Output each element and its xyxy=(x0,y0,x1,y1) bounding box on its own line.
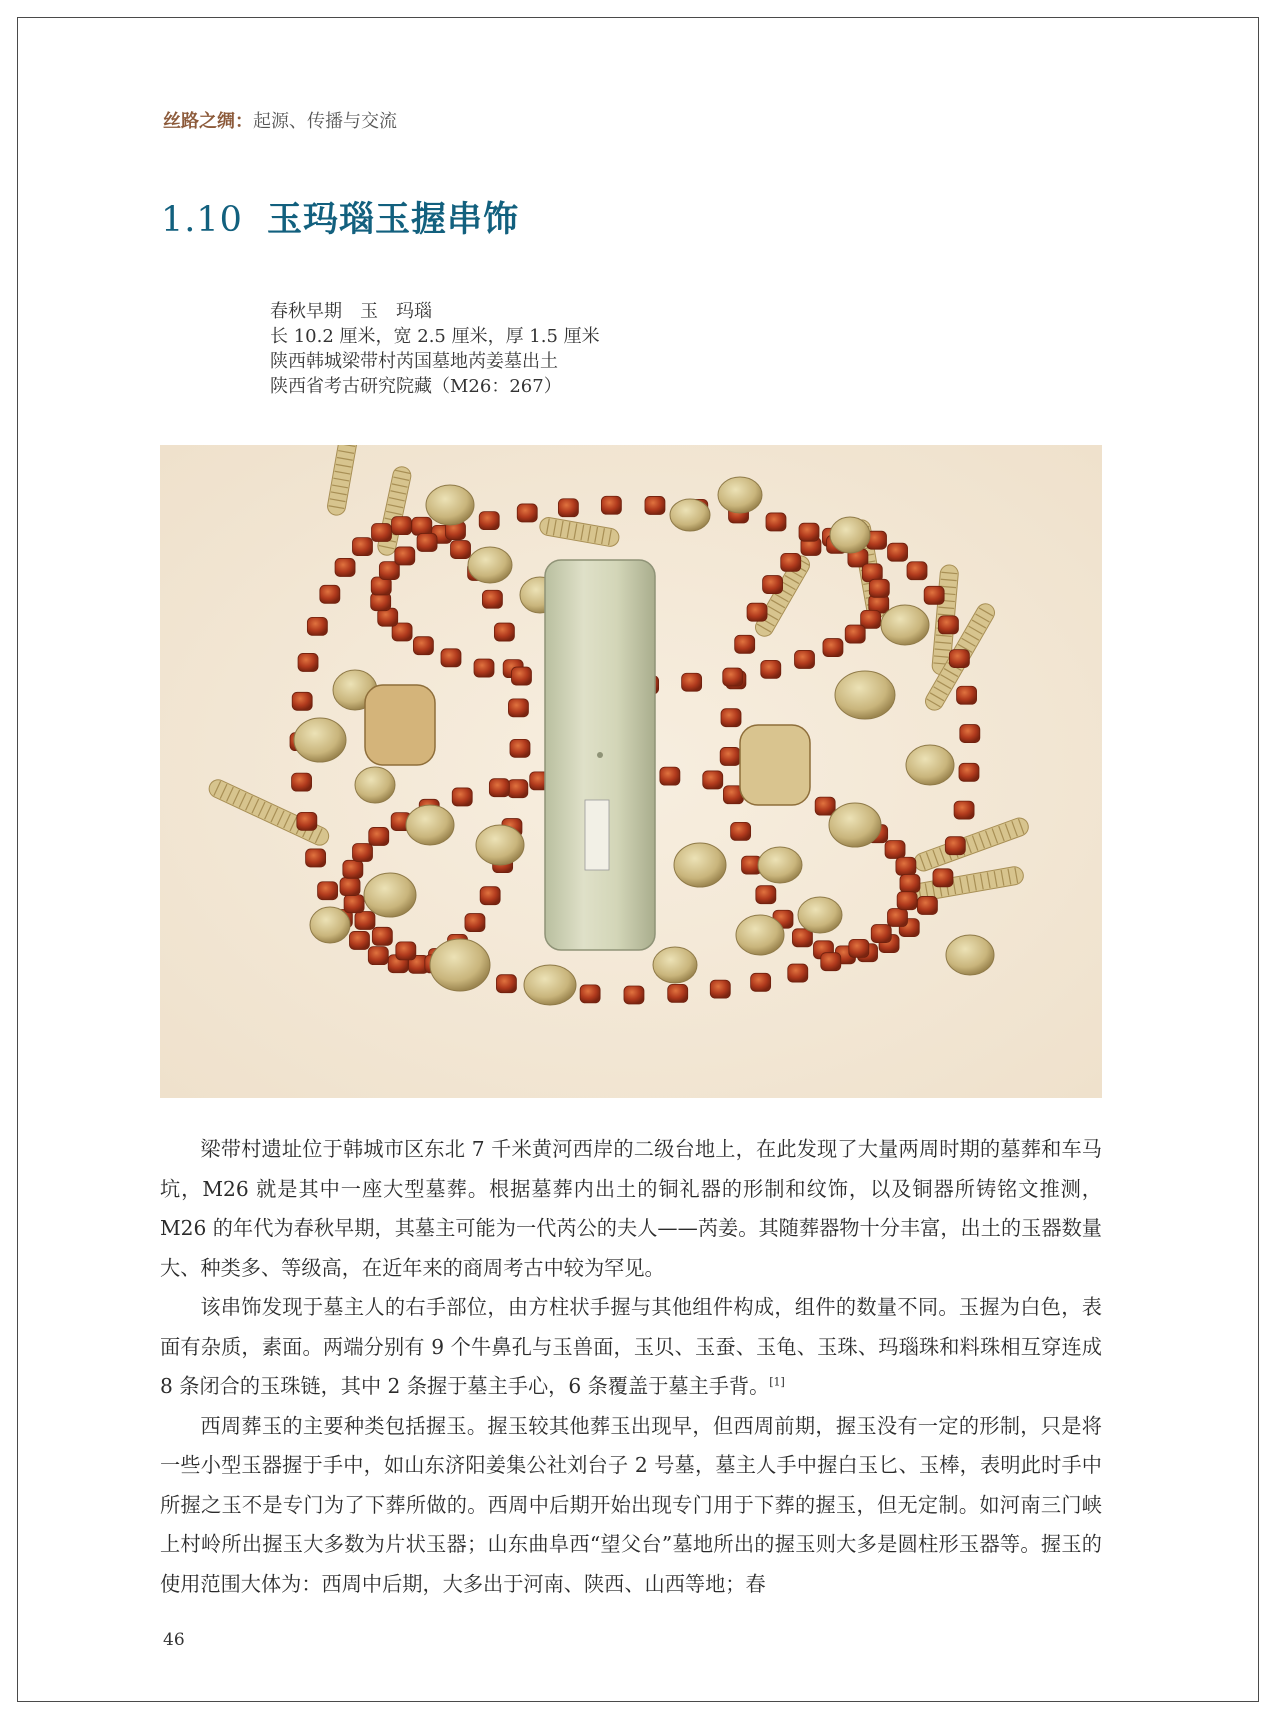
carnelian-bead xyxy=(417,533,437,551)
jade-stone-bead xyxy=(294,718,346,762)
carnelian-bead xyxy=(355,911,375,929)
carnelian-bead xyxy=(335,558,355,576)
jade-stone-bead xyxy=(524,965,576,1005)
carnelian-bead xyxy=(887,909,907,927)
carnelian-bead xyxy=(960,725,980,743)
jade-stone-bead xyxy=(310,907,350,943)
jade-agate-necklace-image xyxy=(160,445,1102,1098)
carnelian-bead xyxy=(353,843,373,861)
carnelian-bead xyxy=(907,562,927,580)
jade-stone-bead xyxy=(430,939,490,991)
carnelian-bead xyxy=(954,801,974,819)
carnelian-bead xyxy=(344,895,364,913)
carnelian-bead xyxy=(766,513,786,531)
carnelian-bead xyxy=(451,541,471,559)
carnelian-bead xyxy=(480,887,500,905)
carnelian-bead xyxy=(668,984,688,1002)
carnelian-bead xyxy=(395,547,415,565)
carnelian-bead xyxy=(511,667,531,685)
carnelian-bead xyxy=(343,860,363,878)
jade-hole xyxy=(597,752,603,758)
carnelian-bead xyxy=(799,523,819,541)
running-header xyxy=(163,107,397,133)
jade-stone-bead xyxy=(653,947,697,983)
jade-stone-bead xyxy=(829,803,881,847)
carnelian-bead xyxy=(949,650,969,668)
carnelian-bead xyxy=(710,980,730,998)
carnelian-bead xyxy=(601,496,621,514)
carnelian-bead xyxy=(703,771,723,789)
jade-stone-bead xyxy=(355,767,395,803)
carnelian-bead xyxy=(823,639,843,657)
carnelian-bead xyxy=(349,931,369,949)
paragraph-3: 西周葬玉的主要种类包括握玉。握玉较其他葬玉出现早，但西周前期，握玉没有一定的形制，只是将一些小型玉器握于手中，如山东济阳姜集公社刘台子 2 号墓，墓主人手中握白玉匕、玉棒，表明此时手中所握之玉不是专门为了下葬所做的。西周中后期开始出现专门用于下葬的握玉，但无定制。如河南三门峡上村岭所出握玉大多数为片状玉器；山东曲阜西“望父台”墓地所出的握玉则大多是圆柱形玉器等。握玉的使用范围大体为：西周中后期，大多出于河南、陕西、山西等地；春 xyxy=(160,1413,1102,1596)
section-title-text: 玉玛瑙玉握串饰 xyxy=(266,199,519,240)
carnelian-bead xyxy=(479,512,499,530)
carnelian-bead xyxy=(781,553,801,571)
page-number: 46 xyxy=(163,1630,185,1650)
carnelian-bead xyxy=(751,973,771,991)
carnelian-bead xyxy=(720,747,740,765)
jade-beast-face xyxy=(740,725,810,805)
carnelian-bead xyxy=(496,975,516,993)
carnelian-bead xyxy=(896,857,916,875)
carnelian-bead xyxy=(292,773,312,791)
carnelian-bead xyxy=(795,650,815,668)
artifact-metadata xyxy=(270,299,600,399)
carnelian-bead xyxy=(721,709,741,727)
jade-stone-bead xyxy=(758,847,802,883)
carnelian-bead xyxy=(917,896,937,914)
book-title: 丝路之绸： xyxy=(163,111,253,132)
carnelian-bead xyxy=(452,788,472,806)
body-text xyxy=(160,1130,1102,1604)
carnelian-bead xyxy=(489,779,509,797)
carnelian-bead xyxy=(494,623,514,641)
carnelian-bead xyxy=(763,576,783,594)
meta-period: 春秋早期 玉 玛瑙 xyxy=(270,301,432,322)
jade-stone-bead xyxy=(406,805,454,845)
jade-stone-bead xyxy=(830,517,870,553)
carnelian-bead xyxy=(413,637,433,655)
carnelian-bead xyxy=(815,797,835,815)
carnelian-bead xyxy=(924,586,944,604)
carnelian-bead xyxy=(508,699,528,717)
section-number: 1.10 xyxy=(161,200,243,240)
section-title xyxy=(161,192,519,242)
carnelian-bead xyxy=(379,562,399,580)
carnelian-bead xyxy=(845,625,865,643)
carnelian-bead xyxy=(482,590,502,608)
carnelian-bead xyxy=(957,686,977,704)
carnelian-bead xyxy=(869,579,889,597)
carnelian-bead xyxy=(297,812,317,830)
carnelian-bead xyxy=(396,942,416,960)
carnelian-bead xyxy=(888,543,908,561)
carnelian-bead xyxy=(441,649,461,667)
jade-stone-bead xyxy=(835,671,895,719)
carnelian-bead xyxy=(897,892,917,910)
carnelian-bead xyxy=(682,673,702,691)
carnelian-bead xyxy=(761,660,781,678)
jade-beast-face xyxy=(365,685,435,765)
paragraph-2: 该串饰发现于墓主人的右手部位，由方柱状手握与其他组件构成，组件的数量不同。玉握为白色，表面有杂质，素面。两端分别有 9 个牛鼻孔与玉兽面，玉贝、玉蚕、玉龟、玉珠、玛瑙珠和料珠相互穿连成 8 条闭合的玉珠链，其中 2 条握于墓主手心，6 条覆盖于墓主手背。[1] xyxy=(160,1295,1102,1398)
carnelian-bead xyxy=(510,739,530,757)
carnelian-bead xyxy=(885,841,905,859)
carnelian-bead xyxy=(735,635,755,653)
carnelian-bead xyxy=(792,929,812,947)
jade-stone-bead xyxy=(670,499,710,531)
artifact-photo xyxy=(160,445,1102,1098)
carnelian-bead xyxy=(392,517,412,535)
carnelian-bead xyxy=(788,964,808,982)
carnelian-bead xyxy=(508,780,528,798)
carnelian-bead xyxy=(465,914,485,932)
jade-stone-bead xyxy=(476,825,524,865)
carnelian-bead xyxy=(660,767,680,785)
carnelian-bead xyxy=(517,504,537,522)
specimen-label xyxy=(585,800,609,870)
carnelian-bead xyxy=(933,869,953,887)
carnelian-bead xyxy=(372,524,392,542)
jade-stone-bead xyxy=(426,485,474,525)
carnelian-bead xyxy=(352,538,372,556)
paragraph-1: 梁带村遗址位于韩城市区东北 7 千米黄河西岸的二级台地上，在此发现了大量两周时期的墓葬和车马坑，M26 就是其中一座大型墓葬。根据墓葬内出土的铜礼器的形制和纹饰，以及铜器所铸铭文推测，M26 的年代为春秋早期，其墓主可能为一代芮公的夫人——芮姜。其随葬器物十分丰富，出土的玉器数量大、种类多、等级高，在近年来的商周考古中较为罕见。 xyxy=(160,1137,1102,1280)
jade-stone-bead xyxy=(881,605,929,645)
carnelian-bead xyxy=(723,668,743,686)
carnelian-bead xyxy=(340,878,360,896)
carnelian-bead xyxy=(412,517,432,535)
carnelian-bead xyxy=(307,617,327,635)
jade-stone-bead xyxy=(674,843,726,887)
carnelian-bead xyxy=(292,692,312,710)
carnelian-bead xyxy=(849,939,869,957)
jade-stone-bead xyxy=(906,745,954,785)
jade-stone-bead xyxy=(946,935,994,975)
carnelian-bead xyxy=(474,659,494,677)
carnelian-bead xyxy=(306,849,326,867)
carnelian-bead xyxy=(368,947,388,965)
jade-stone-bead xyxy=(798,897,842,933)
carnelian-bead xyxy=(372,927,392,945)
carnelian-bead xyxy=(945,837,965,855)
footnote-ref[interactable]: [1] xyxy=(769,1375,785,1389)
meta-collection: 陕西省考古研究院藏（M26：267） xyxy=(270,376,562,397)
carnelian-bead xyxy=(320,585,340,603)
carnelian-bead xyxy=(298,653,318,671)
carnelian-bead xyxy=(318,882,338,900)
carnelian-bead xyxy=(821,953,841,971)
carnelian-bead xyxy=(756,886,776,904)
book-subtitle: 起源、传播与交流 xyxy=(253,111,397,132)
carnelian-bead xyxy=(731,822,751,840)
carnelian-bead xyxy=(645,496,665,514)
carnelian-bead xyxy=(938,616,958,634)
carnelian-bead xyxy=(369,827,389,845)
jade-stone-bead xyxy=(468,547,512,583)
carnelian-bead xyxy=(900,874,920,892)
carnelian-bead xyxy=(558,499,578,517)
jade-stone-bead xyxy=(718,477,762,513)
carnelian-bead xyxy=(861,610,881,628)
jade-stone-bead xyxy=(364,873,416,917)
carnelian-bead xyxy=(871,925,891,943)
carnelian-bead xyxy=(580,985,600,1003)
jade-stone-bead xyxy=(736,915,784,955)
carnelian-bead xyxy=(959,763,979,781)
carnelian-bead xyxy=(747,603,767,621)
carnelian-bead xyxy=(624,986,644,1004)
meta-provenance: 陕西韩城梁带村芮国墓地芮姜墓出土 xyxy=(270,351,558,372)
meta-dimensions: 长 10.2 厘米，宽 2.5 厘米，厚 1.5 厘米 xyxy=(270,326,600,347)
